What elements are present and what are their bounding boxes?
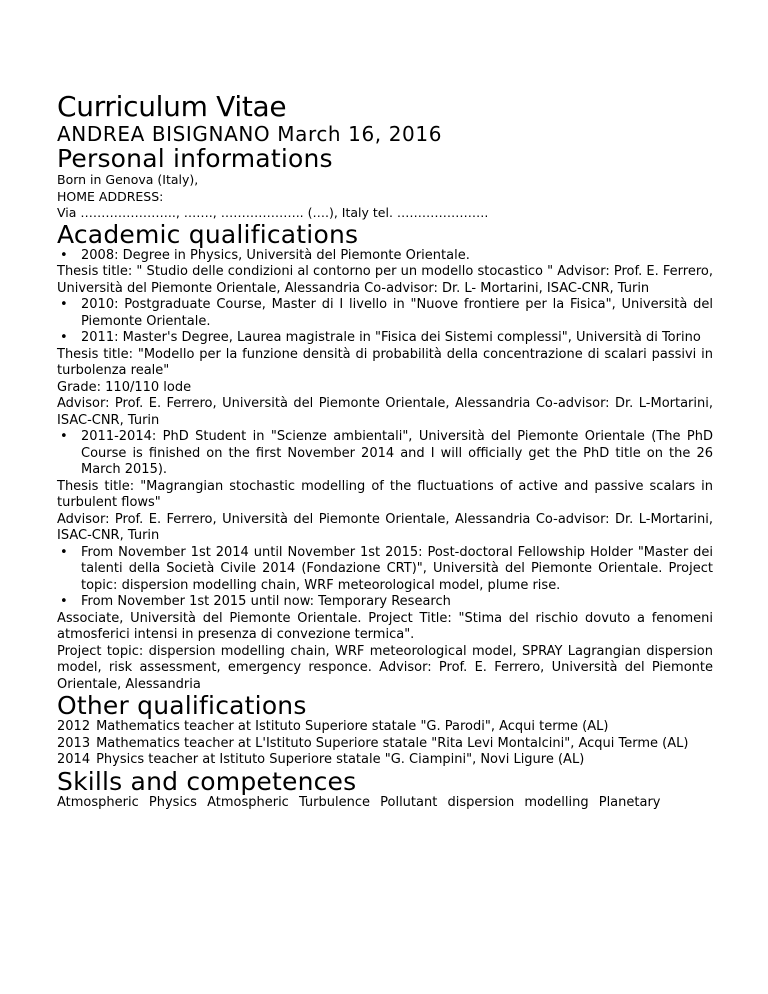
name-date-line: ANDREA BISIGNANO March 16, 2016 xyxy=(57,122,443,146)
thesis-3: Thesis title: "Magrangian stochastic modelling of the fluctuations of active and passive scalars in turbulent flows" xyxy=(57,478,713,510)
list-item: • 2011-2014: PhD Student in "Scienze ambientali", Università del Piemonte Orientale (The PhD Course is finished on the first November 2014 and I will officially get the PhD title on the 26 March 2015). xyxy=(60,429,713,477)
advisor-2: Advisor: Prof. E. Ferrero, Università del Piemonte Orientale, Alessandria Co-advisor: Dr. L-Mortarini, ISAC-CNR, Turin xyxy=(57,396,713,428)
list-item: • 2010: Postgraduate Course, Master di I livello in "Nuove frontiere per la Fisica", Università del Piemonte Orientale. xyxy=(60,297,713,329)
cv-document xyxy=(57,92,713,811)
advisor-3: Advisor: Prof. E. Ferrero, Università del Piemonte Orientale, Alessandria Co-advisor: Dr. L-Mortarini, ISAC-CNR, Turin xyxy=(57,511,713,543)
section-heading-skills: Skills and competences xyxy=(57,766,357,796)
list-item: • From November 1st 2015 until now: Temporary Research xyxy=(60,594,451,609)
associate-info: Associate, Università del Piemonte Orientale. Project Title: "Stima del rischio dovuto a fenomeni atmosferici intensi in presenza di convezione termica". xyxy=(57,610,713,642)
birth-info: Born in Genova (Italy), xyxy=(57,172,199,187)
academic-list-3 xyxy=(57,429,713,479)
bullet-icon: • xyxy=(60,429,68,444)
bullet-icon: • xyxy=(60,297,68,312)
bullet-icon: • xyxy=(60,330,68,345)
academic-list-1 xyxy=(57,248,713,265)
bullet-icon: • xyxy=(60,544,68,560)
home-address-label: HOME ADDRESS: xyxy=(57,188,164,204)
thesis-1: Thesis title: " Studio delle condizioni al contorno per un modello stocastico " Advisor: Prof. E. Ferrero, Università del Piemonte Orientale, Alessandria Co-advisor: Dr. L- Mortarini, ISAC-CNR, Turin xyxy=(57,264,713,296)
qualification-item: 2012 Mathematics teacher at Istituto Superiore statale "G. Parodi", Acqui terme (AL) xyxy=(57,719,609,734)
qualification-item: 2013 Mathematics teacher at L'Istituto Superiore statale "Rita Levi Montalcini", Acqui Terme (AL) xyxy=(57,735,689,751)
list-item: • 2011: Master's Degree, Laurea magistrale in "Fisica dei Sistemi complessi", Università di Torino xyxy=(60,330,701,345)
section-heading-other: Other qualifications xyxy=(57,691,307,720)
section-heading-academic: Academic qualifications xyxy=(57,219,359,249)
bullet-icon: • xyxy=(60,594,68,609)
skills-text: Atmospheric Physics Atmospheric Turbulence Pollutant dispersion modelling Planetary xyxy=(57,794,661,810)
list-item: • From November 1st 2014 until November 1st 2015: Post-doctoral Fellowship Holder "Master dei talenti della Società Civile 2014 (Fondazione CRT)", Università del Piemonte Orientale. Project topic: dispersion modelling chain, WRF meteorological model, plume rise. xyxy=(60,544,713,593)
list-item: • 2008: Degree in Physics, Università del Piemonte Orientale. xyxy=(60,247,470,263)
academic-list-2 xyxy=(57,297,713,347)
section-heading-personal: Personal informations xyxy=(57,144,333,173)
thesis-2: Thesis title: "Modello per la funzione densità di probabilità della concentrazione di scalari passivi in turbolenza reale" xyxy=(57,346,713,378)
qualification-item: 2014 Physics teacher at Istituto Superiore statale "G. Ciampini", Novi Ligure (AL) xyxy=(57,752,585,767)
bullet-icon: • xyxy=(60,247,68,263)
grade: Grade: 110/110 lode xyxy=(57,379,192,395)
academic-list-4 xyxy=(57,545,713,611)
project-topic: Project topic: dispersion modelling chain, WRF meteorological model, SPRAY Lagrangian dispersion model, risk assessment, emergency responce. Advisor: Prof. E. Ferrero, Università del Piemonte Orientale, Alessandria xyxy=(57,643,713,692)
document-title: Curriculum Vitae xyxy=(57,90,287,123)
address-line: Via ………………….., ……., ……………….. (….), Italy tel. …………………. xyxy=(57,205,489,220)
